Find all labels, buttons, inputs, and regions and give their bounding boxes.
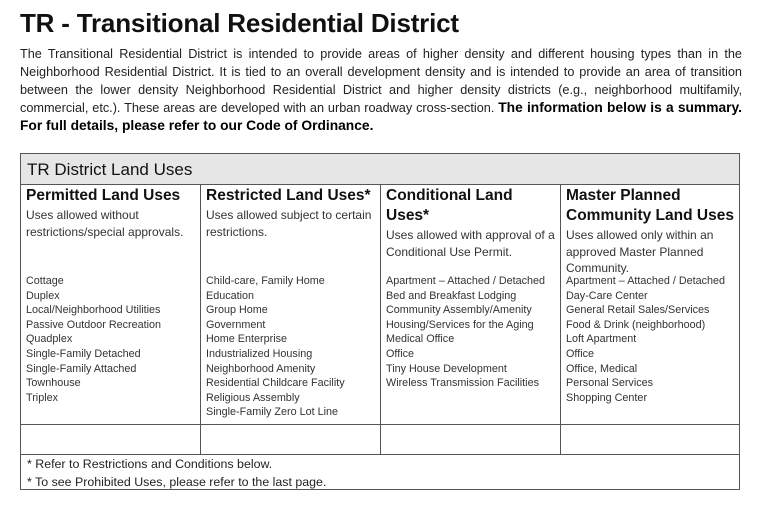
header-row-divider xyxy=(21,424,739,425)
list-item: Single-Family Attached xyxy=(26,362,137,375)
list-item: Office xyxy=(566,347,595,360)
column-header-conditional: Conditional Land Uses* xyxy=(386,187,513,224)
list-item: Duplex xyxy=(26,289,60,302)
intro-paragraph xyxy=(20,45,742,135)
column-description-conditional: Uses allowed with approval of a Conditional Use Permit. xyxy=(386,228,555,259)
list-item: Townhouse xyxy=(26,377,81,390)
list-item: Tiny House Development xyxy=(386,362,507,375)
list-item: Triplex xyxy=(26,391,58,404)
column-permitted xyxy=(21,185,201,240)
list-item: Apartment – Attached / Detached xyxy=(386,275,546,287)
footnote-restrictions: * Refer to Restrictions and Conditions below. xyxy=(27,457,273,471)
list-item: Quadplex xyxy=(26,333,73,346)
column-description-master-planned: Uses allowed only within an approved Master Planned Community. xyxy=(566,228,714,275)
column-master-planned xyxy=(561,185,741,277)
column-header-restricted: Restricted Land Uses* xyxy=(206,187,371,204)
list-item: Religious Assembly xyxy=(206,391,300,404)
list-item: Bed and Breakfast Lodging xyxy=(386,289,517,302)
list-item: Child-care, Family Home xyxy=(206,275,325,287)
conditional-uses-list xyxy=(381,274,561,391)
list-item: Office xyxy=(386,347,415,360)
list-item: Passive Outdoor Recreation xyxy=(26,318,162,331)
restricted-uses-list xyxy=(201,274,381,420)
intro-summary-note: The information below is a summary. For full details, please refer to our Code of Ordinance. xyxy=(20,100,742,133)
list-item: Cottage xyxy=(26,275,64,287)
intro-text: The Transitional Residential District is intended to provide areas of higher density and different housing types than in the Neighborhood Residential District. It is tied to an overall development density and is intended to provide an area of transition between the lower density Neighborhood Residential District and higher density districts (e.g., neighborhood multifamily, commercial, etc.). These areas are developed with an urban roadway cross-section. xyxy=(20,47,742,115)
table-caption: TR District Land Uses xyxy=(21,154,739,185)
list-item: Education xyxy=(206,289,255,302)
master-planned-uses-list xyxy=(561,274,741,405)
footnote-prohibited: * To see Prohibited Uses, please refer to the last page. xyxy=(27,474,327,489)
list-item: Residential Childcare Facility xyxy=(206,377,345,390)
column-description-permitted: Uses allowed without restrictions/special approvals. xyxy=(26,208,184,239)
list-item: Food & Drink (neighborhood) xyxy=(566,318,706,331)
list-item: Government xyxy=(206,318,266,331)
list-item: Wireless Transmission Facilities xyxy=(386,377,539,390)
list-item: Single-Family Zero Lot Line xyxy=(206,406,339,419)
list-item: Housing/Services for the Aging xyxy=(386,318,534,331)
list-item: Group Home xyxy=(206,304,268,317)
list-item: Community Assembly/Amenity xyxy=(386,304,532,317)
list-item: Neighborhood Amenity xyxy=(206,362,316,375)
permitted-uses-list xyxy=(21,274,201,405)
land-uses-table xyxy=(20,153,740,490)
list-item: Personal Services xyxy=(566,377,654,390)
column-restricted xyxy=(201,185,381,240)
column-header-master-planned: Master Planned Community Land Uses xyxy=(566,187,734,224)
list-item: Shopping Center xyxy=(566,391,648,404)
list-item: Loft Apartment xyxy=(566,333,637,346)
page-title: TR - Transitional Residential District xyxy=(20,8,459,38)
table-footnotes xyxy=(27,456,326,491)
list-item: Single-Family Detached xyxy=(26,347,141,360)
list-item: Day-Care Center xyxy=(566,289,648,302)
list-item: Industrialized Housing xyxy=(206,347,313,360)
list-item: Office, Medical xyxy=(566,362,638,375)
list-item: Home Enterprise xyxy=(206,333,288,346)
column-description-restricted: Uses allowed subject to certain restrictions. xyxy=(206,208,372,239)
list-item: Apartment – Attached / Detached xyxy=(566,275,726,287)
list-item: Medical Office xyxy=(386,333,455,346)
footnote-divider xyxy=(21,454,739,455)
list-item: Local/Neighborhood Utilities xyxy=(26,304,161,317)
list-item: General Retail Sales/Services xyxy=(566,304,710,317)
column-conditional xyxy=(381,185,561,260)
column-header-permitted: Permitted Land Uses xyxy=(26,187,181,204)
